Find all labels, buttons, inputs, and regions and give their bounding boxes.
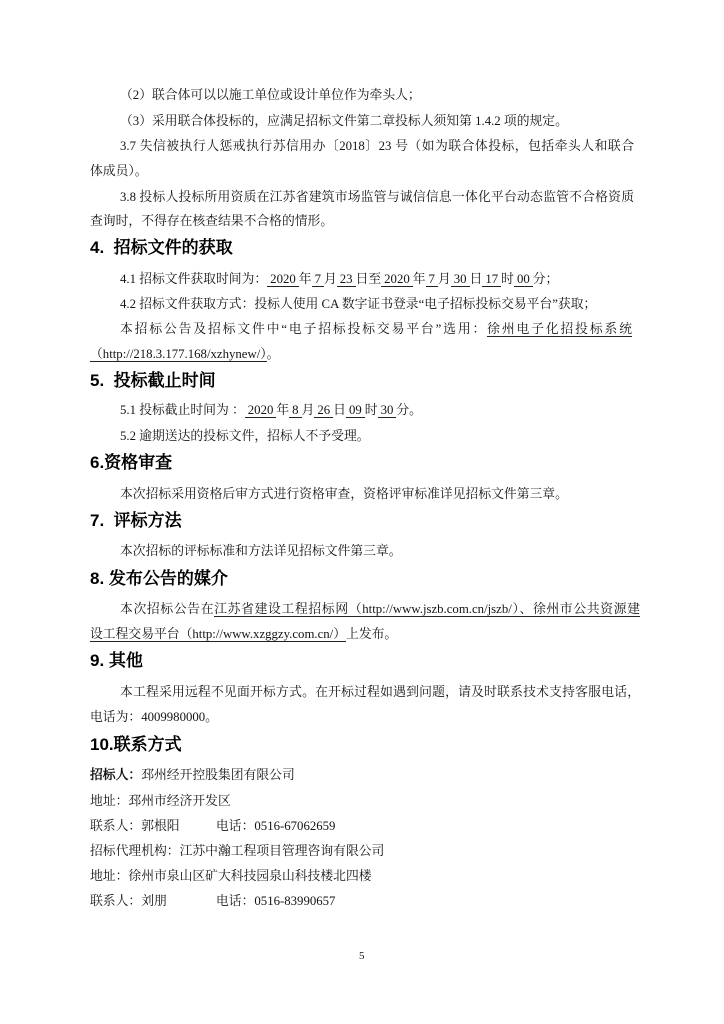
tenderer-phone: 电话：0516-67062659 [216, 819, 336, 833]
unit-text: 时 [364, 403, 378, 417]
section-8-heading: 8. 发布公告的媒介 [90, 569, 228, 588]
clause-3-7-line1: 3.7 失信被执行人惩戒执行苏信用办〔2018〕23 号（如为联合体投标，包括牵头人和联合 [120, 139, 634, 153]
unit-text: 分； [532, 272, 559, 286]
tenderer-label: 招标人： [90, 768, 142, 782]
end-minute: 00 [514, 272, 533, 287]
clause-3-8-line2: 查询时，不得存在核查结果不合格的情形。 [90, 214, 334, 228]
deadline-month: 8 [289, 403, 301, 418]
section-9-heading: 9. 其他 [90, 651, 143, 670]
tenderer-name: 邳州经开控股集团有限公司 [141, 768, 295, 782]
publication-intro-text: 本次招标公告在 [120, 602, 215, 616]
evaluation-method-text: 本次招标的评标标准和方法详见招标文件第三章。 [120, 544, 402, 558]
clause-3-7-line2: 体成员）。 [90, 164, 148, 178]
end-day: 30 [451, 272, 470, 287]
clause-consortium-lead: （2）联合体可以以施工单位或设计单位作为牵头人； [120, 88, 421, 102]
deadline-hour: 09 [346, 403, 365, 418]
clause-3-8-line1: 3.8 投标人投标所用资质在江苏省建筑市场监管与诚信信息一体化平台动态监管不合格资质 [120, 190, 634, 204]
page-number: 5 [359, 950, 365, 962]
support-phone-text: 电话为：4009980000。 [90, 710, 218, 724]
start-day: 23 [337, 272, 356, 287]
platform-selection-line [120, 320, 632, 338]
section-6-heading: 6.资格审查 [90, 453, 173, 472]
clause-4-1-label: 4.1 招标文件获取时间为： [120, 272, 268, 286]
remote-opening-text: 本工程采用远程不见面开标方式。在开标过程如遇到问题，请及时联系技术支持客服电话， [120, 685, 640, 699]
publication-media-line2 [90, 625, 397, 643]
end-year: 2020 [381, 272, 413, 287]
tenderer-contact: 联系人：郭根阳 [90, 819, 180, 833]
unit-text: 月 [301, 403, 315, 417]
unit-text: 日 [469, 272, 483, 286]
unit-text: 分。 [396, 403, 422, 417]
tenderer-address: 地址：邳州市经济开发区 [90, 794, 231, 808]
publication-sites-text: 江苏省建设工程招标网（http://www.jszb.com.cn/jszb/）、徐州市公共资源建 [214, 602, 640, 616]
publication-platform-url: 设工程交易平台（http://www.xzggzy.com.cn/） [90, 627, 347, 641]
clause-5-1-label: 5.1 投标截止时间为 ： [120, 403, 245, 417]
section-5-heading: 5. 投标截止时间 [90, 371, 216, 390]
start-month: 7 [312, 272, 324, 287]
deadline-day: 26 [314, 403, 333, 418]
unit-text: 年 [276, 403, 290, 417]
unit-text: 日至 [355, 272, 382, 286]
unit-text: 年 [298, 272, 312, 286]
unit-text: 年 [412, 272, 426, 286]
platform-url: （http://218.3.177.168/xzhynew/） [90, 347, 267, 361]
clause-4-2: 4.2 招标文件获取方式：投标人使用 CA 数字证书登录“电子招标投标交易平台”获取； [120, 297, 597, 311]
end-month: 7 [426, 272, 438, 287]
period-text: 。 [266, 347, 280, 361]
section-4-heading: 4. 招标文件的获取 [90, 238, 233, 257]
publication-suffix-text: 上发布。 [346, 627, 398, 641]
section-10-heading: 10.联系方式 [90, 735, 182, 754]
unit-text: 时 [501, 272, 514, 286]
qualification-review-text: 本次招标采用资格后审方式进行资格审查，资格评审标准详见招标文件第三章。 [120, 487, 568, 501]
tenderer-line [90, 766, 295, 784]
publication-media-line1 [120, 600, 640, 618]
clause-consortium-bid: （3）采用联合体投标的，应满足招标文件第二章投标人须知第 1.4.2 项的规定。 [120, 114, 568, 128]
platform-name: 徐州电子化招投标系统 [487, 322, 632, 336]
clause-5-2: 5.2 逾期送达的投标文件，招标人不予受理。 [120, 429, 370, 443]
deadline-minute: 30 [378, 403, 397, 418]
clause-4-1 [120, 270, 558, 288]
unit-text: 日 [333, 403, 346, 417]
agency-address: 地址：徐州市泉山区矿大科技园泉山科技楼北四楼 [90, 869, 372, 883]
agency-name: 招标代理机构：江苏中瀚工程项目管理咨询有限公司 [90, 844, 385, 858]
unit-text: 月 [437, 272, 451, 286]
clause-5-1 [120, 401, 422, 419]
deadline-year: 2020 [245, 403, 277, 418]
agency-phone: 电话：0516-83990657 [216, 894, 336, 908]
unit-text: 月 [323, 272, 337, 286]
end-hour: 17 [482, 272, 501, 287]
platform-selection-text: 本招标公告及招标文件中“电子招标投标交易平台”选用： [120, 322, 488, 336]
section-7-heading: 7. 评标方法 [90, 511, 182, 530]
agency-contact: 联系人：刘朋 [90, 894, 167, 908]
start-year: 2020 [267, 272, 299, 287]
platform-url-line [90, 345, 279, 363]
